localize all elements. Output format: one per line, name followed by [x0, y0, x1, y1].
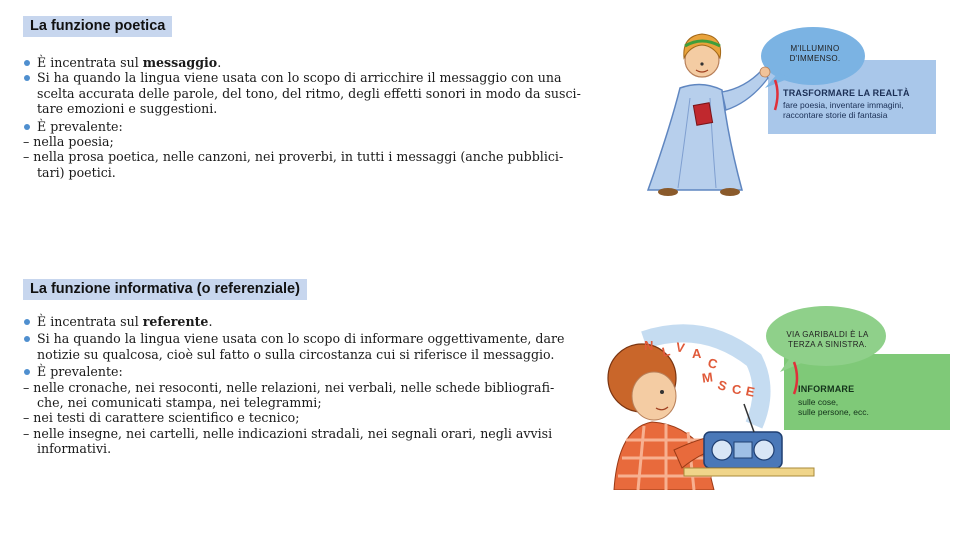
poetica-bullet-3	[23, 119, 598, 134]
informativa-box-line2: sulle persone, ecc.	[798, 407, 869, 417]
informativa-bullet-2	[23, 331, 598, 346]
poetica-b1-post: .	[217, 55, 222, 70]
section-title-informativa	[23, 279, 307, 300]
informativa-dash-1-cont	[23, 395, 598, 410]
radio-letter-7: C	[732, 382, 742, 397]
bullet-dot-icon	[24, 369, 30, 375]
radio-letter-6: S	[715, 376, 729, 395]
radio-letter-4: C	[706, 355, 720, 372]
poetica-dash-2-cont	[23, 165, 598, 180]
informativa-bullet-1	[23, 314, 598, 329]
bullet-dot-icon	[24, 336, 30, 342]
informativa-b1-post: .	[208, 314, 213, 329]
poetica-b3-text: È prevalente:	[37, 118, 123, 134]
informativa-b2-line2: notizie su qualcosa, cioè sul fatto o sulla circostanza cui si riferisce il messaggio.	[37, 346, 555, 362]
informativa-body	[23, 314, 598, 457]
poetica-bubble-line2: D'IMMENSO.	[789, 53, 841, 63]
poetica-b2-line3: tare emozioni e suggestioni.	[37, 101, 218, 117]
informativa-b2-line1: Si ha quando la lingua viene usata con lo scopo di informare oggettivamente, dare	[37, 331, 565, 347]
informativa-box-line1: sulle cose,	[798, 397, 839, 407]
poetica-b2-line3-row	[23, 101, 598, 116]
informativa-dash-2	[23, 410, 598, 425]
poetica-b1-bold: messaggio	[142, 55, 218, 70]
informativa-d1-line1: – nelle cronache, nei resoconti, nelle relazioni, nei verbali, nelle schede bibliografi-	[23, 379, 555, 395]
section-title-informativa-text: La funzione informativa (o referenziale)	[30, 281, 300, 297]
informativa-box-title: INFORMARE	[798, 384, 855, 394]
section-title-poetica-text: La funzione poetica	[30, 18, 166, 34]
poetica-bubble-text	[770, 44, 860, 63]
informativa-d3-line1: – nelle insegne, nei cartelli, nelle indicazioni stradali, nei segnali orari, negli avvisi	[23, 425, 553, 441]
bullet-dot-icon	[24, 60, 30, 66]
informativa-bubble-line1: VIA GARIBALDI È LA	[786, 330, 869, 339]
radio-letter-1: L	[660, 343, 672, 360]
section-title-poetica	[23, 16, 172, 37]
informativa-b1-bold: referente	[142, 314, 209, 329]
informativa-b3-text: È prevalente:	[37, 364, 123, 380]
radio-letter-5: M	[701, 369, 714, 386]
poetica-box	[783, 88, 933, 120]
informativa-dash-3-cont	[23, 441, 598, 456]
radio-letter-8: E	[744, 383, 757, 400]
informativa-box	[798, 384, 938, 417]
informativa-d3-line2: informativi.	[37, 441, 112, 457]
informativa-dash-1	[23, 380, 598, 395]
poetica-bullet-2	[23, 70, 598, 85]
bullet-dot-icon	[24, 124, 30, 130]
radio-letter-0: N	[644, 338, 654, 353]
poetica-b2-line2-row	[23, 86, 598, 101]
informativa-d2-text: – nei testi di carattere scientifico e tecnico;	[23, 410, 300, 426]
poetica-box-title: TRASFORMARE LA REALTÀ	[783, 88, 910, 98]
bullet-dot-icon	[24, 75, 30, 81]
poetica-d1-text: – nella poesia;	[23, 134, 114, 150]
poetica-dash-2	[23, 149, 598, 164]
poetica-d2-line2: tari) poetici.	[37, 164, 116, 180]
poetica-bubble-line1: M'ILLUMINO	[790, 44, 840, 53]
informativa-bubble-text	[770, 330, 885, 349]
informativa-d1-line2: che, nei comunicati stampa, nei telegrammi;	[37, 395, 322, 411]
informativa-b2-line2-row	[23, 347, 598, 362]
informativa-bubble-line2: TERZA A SINISTRA.	[788, 339, 867, 349]
poetica-bullet-1	[23, 55, 598, 70]
poetica-b2-line1: Si ha quando la lingua viene usata con lo scopo di arricchire il messaggio con una	[37, 70, 562, 86]
poetica-box-line2: raccontare storie di fantasia	[783, 110, 888, 120]
radio-letter-2: V	[674, 339, 686, 356]
bullet-dot-icon	[24, 319, 30, 325]
informativa-dash-3	[23, 426, 598, 441]
poetica-body	[23, 55, 598, 180]
informativa-b1-text: È incentrata sul	[37, 314, 143, 329]
poetica-d2-line1: – nella prosa poetica, nelle canzoni, nei proverbi, in tutti i messaggi (anche pubblici-	[23, 149, 564, 165]
poetica-b2-line2: scelta accurata delle parole, del tono, del ritmo, degli effetti sonori in modo da susci-	[37, 85, 581, 101]
poetica-b1-text: È incentrata sul	[37, 55, 143, 70]
radio-letter-3: A	[692, 346, 702, 361]
informativa-bullet-3	[23, 364, 598, 379]
poetica-box-line1: fare poesia, inventare immagini,	[783, 100, 904, 110]
poetica-dash-1	[23, 134, 598, 149]
